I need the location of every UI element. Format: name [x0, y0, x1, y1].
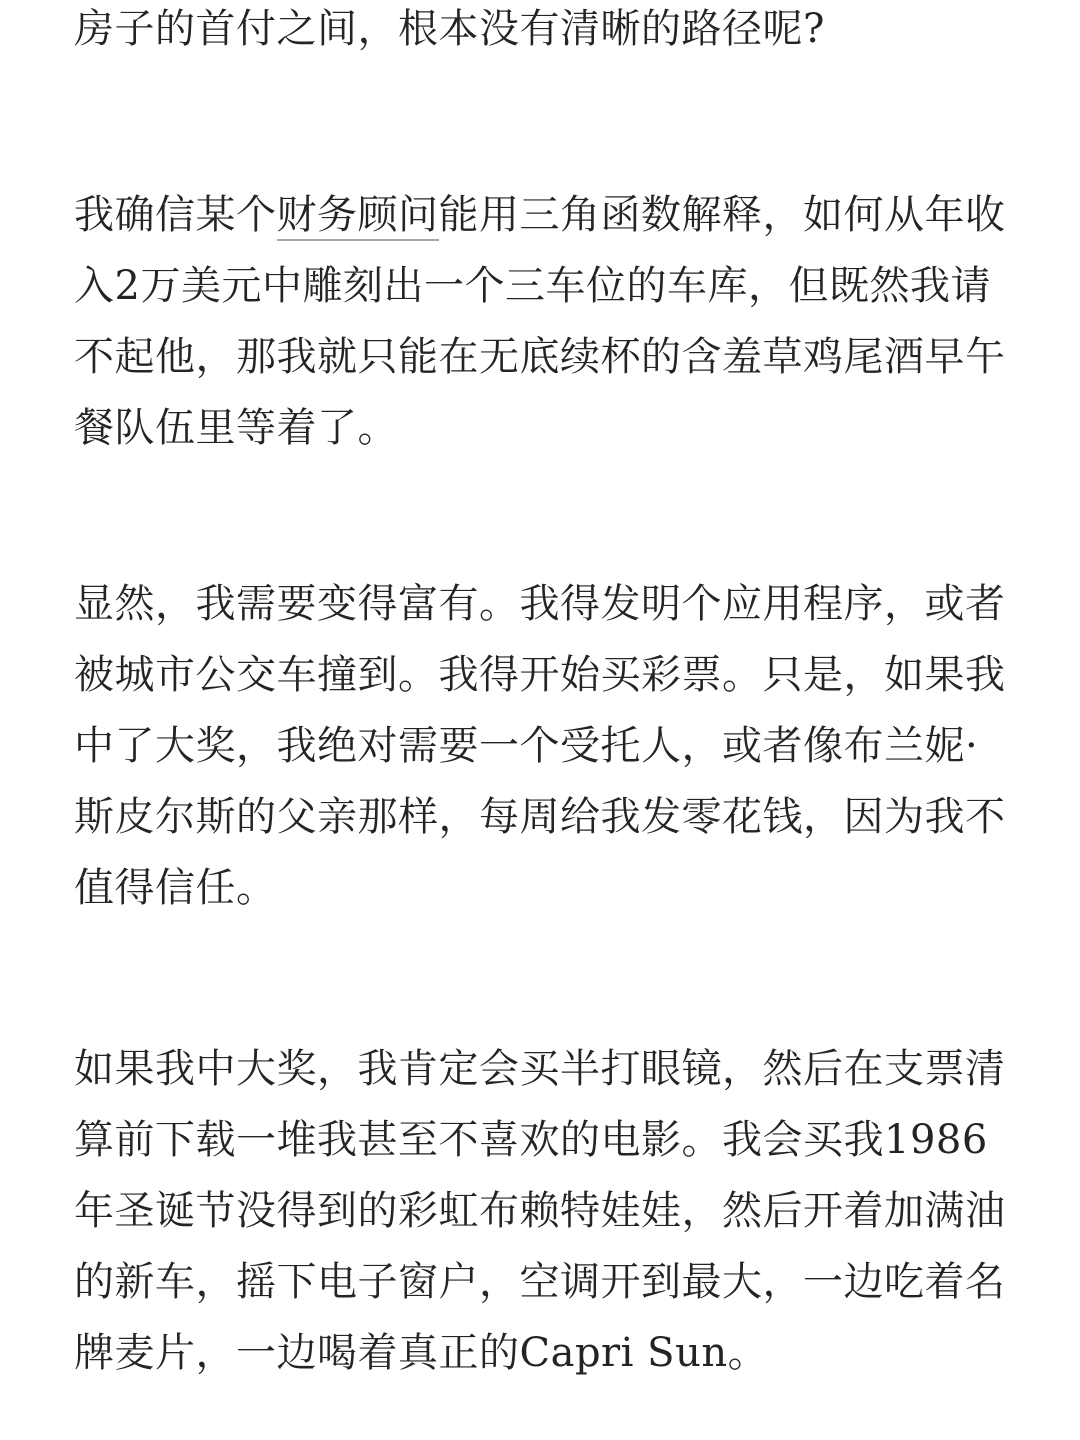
financial-advisor-link[interactable]: 财务顾问 — [277, 192, 439, 241]
paragraph-3: 显然，我需要变得富有。我得发明个应用程序，或者被城市公交车撞到。我得开始买彩票。只是，如果我中了大奖，我绝对需要一个受托人，或者像布兰妮·斯皮尔斯的父亲那样，每周给我发零花钱，因为我不值得信任。 — [74, 581, 1006, 911]
paragraph-2-after-link: 能用三角函数解释，如何从年收入2万美元中雕刻出一个三车位的车库，但既然我请不起他，那我就只能在无底续杯的含羞草鸡尾酒早午餐队伍里等着了。 — [74, 192, 1006, 451]
paragraph-1: 房子的首付之间，根本没有清晰的路径呢? — [74, 6, 825, 52]
paragraph-2-before-link: 我确信某个 — [74, 192, 277, 238]
paragraph-2 — [74, 180, 1014, 464]
paragraph-4: 如果我中大奖，我肯定会买半打眼镜，然后在支票清算前下载一堆我甚至不喜欢的电影。我会买我1986年圣诞节没得到的彩虹布赖特娃娃，然后开着加满油的新车，摇下电子窗户，空调开到最大，一边吃着名牌麦片，一边喝着真正的Capri Sun。 — [74, 1046, 1006, 1376]
